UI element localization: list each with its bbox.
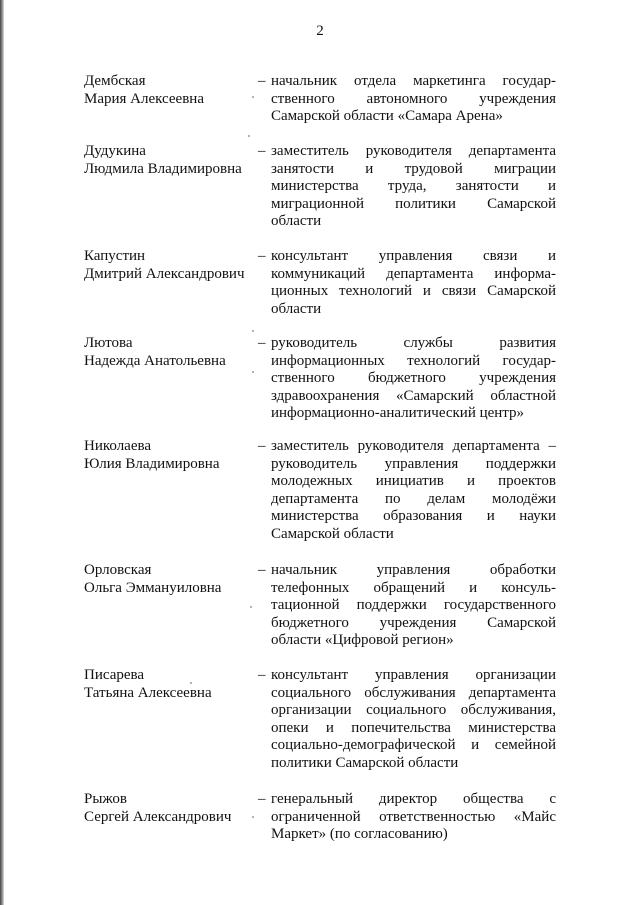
position-line: опеки и попечительства министерства (271, 719, 556, 736)
position-line: информационно-аналитический центр» (271, 405, 525, 421)
scan-edge-shadow (0, 0, 4, 905)
member-position (271, 143, 556, 231)
member-position (271, 73, 556, 126)
separator-dash: – (258, 791, 266, 807)
member-given-names: Мария Алексеевна (84, 90, 204, 107)
position-line: молодежных инициатив и проектов (271, 473, 556, 489)
member-position (271, 667, 556, 772)
scan-speck (252, 96, 254, 98)
member-entry (84, 335, 564, 435)
position-line: тационной поддержки государственного (271, 597, 556, 613)
member-position (271, 562, 556, 650)
scan-speck (252, 816, 254, 818)
position-line: ственного бюджетного учреждения (271, 370, 556, 386)
member-position (271, 438, 556, 543)
member-given-names: Ольга Эммануиловна (84, 579, 222, 596)
member-name (84, 438, 254, 473)
member-surname: Рыжов (84, 791, 127, 807)
position-line: заместитель руководителя департамента (271, 143, 556, 159)
position-line: области (271, 300, 322, 317)
position-line: ограниченной ответственностью «Майс (271, 808, 556, 825)
position-line: ционных технологий и связи Самарской (271, 283, 556, 299)
separator-dash: – (258, 667, 266, 683)
position-line: организации социального обслуживания, (271, 702, 556, 718)
member-given-names: Людмила Владимировна (84, 160, 242, 177)
position-line: коммуникаций департамента информа- (271, 265, 556, 282)
scan-speck (250, 606, 252, 608)
position-line: здравоохранения «Самарский областной (271, 387, 556, 404)
position-line: министерства образования и науки (271, 508, 556, 524)
position-line: миграционной политики Самарской (271, 195, 556, 212)
member-name (84, 248, 254, 283)
member-entry (84, 667, 564, 771)
member-position (271, 248, 556, 318)
member-given-names: Татьяна Алексеевна (84, 684, 212, 701)
position-line: начальник отдела маркетинга государ- (271, 73, 556, 89)
scan-speck (190, 682, 192, 684)
member-given-names: Юлия Владимировна (84, 455, 220, 472)
member-surname: Дембская (84, 73, 146, 89)
position-line: телефонных обращений и консуль- (271, 579, 556, 596)
position-line: консультант управления связи и (271, 248, 556, 264)
member-entry (84, 791, 564, 891)
member-given-names: Сергей Александрович (84, 808, 232, 825)
position-line: области (271, 213, 322, 229)
position-line: политики Самарской области (271, 754, 459, 771)
position-line: Самарской области (271, 525, 394, 542)
position-line: бюджетного учреждения Самарской (271, 614, 556, 631)
position-line: руководитель службы развития (271, 335, 556, 351)
position-line: заместитель руководителя департамента – (271, 438, 556, 454)
separator-dash: – (258, 248, 266, 264)
member-surname: Капустин (84, 248, 146, 264)
position-line: ственного автономного учреждения (271, 90, 556, 107)
scan-speck (248, 135, 250, 137)
position-line: занятости и трудовой миграции (271, 160, 556, 177)
member-name (84, 791, 254, 826)
member-name (84, 73, 254, 108)
member-name (84, 667, 254, 702)
position-line: консультант управления организации (271, 667, 556, 683)
member-entry (84, 562, 564, 662)
scan-speck (252, 330, 254, 332)
position-line: социально-демографической и семейной (271, 737, 556, 753)
position-line: Самарской области «Самара Арена» (271, 108, 503, 124)
member-given-names: Надежда Анатольевна (84, 352, 226, 369)
member-given-names: Дмитрий Александрович (84, 265, 245, 282)
position-line: информационных технологий государ- (271, 352, 556, 369)
member-entry (84, 248, 564, 348)
separator-dash: – (258, 73, 266, 89)
member-name (84, 143, 254, 178)
separator-dash: – (258, 438, 266, 454)
position-line: начальник управления обработки (271, 562, 556, 578)
position-line: Маркет» (по согласованию) (271, 826, 448, 842)
member-entry (84, 143, 564, 243)
position-line: департамента по делам молодёжи (271, 490, 556, 507)
member-surname: Николаева (84, 438, 152, 454)
member-entry (84, 438, 564, 542)
member-surname: Лютова (84, 335, 133, 351)
member-position (271, 335, 556, 423)
member-position (271, 791, 556, 844)
separator-dash: – (258, 562, 266, 578)
position-line: социального обслуживания департамента (271, 684, 556, 701)
member-surname: Дудукина (84, 143, 146, 159)
position-line: министерства труда, занятости и (271, 178, 556, 194)
member-name (84, 335, 254, 370)
page-number: 2 (316, 23, 324, 39)
separator-dash: – (258, 143, 266, 159)
member-surname: Писарева (84, 667, 145, 683)
position-line: руководитель управления поддержки (271, 455, 556, 472)
separator-dash: – (258, 335, 266, 351)
position-line: области «Цифровой регион» (271, 632, 454, 648)
member-surname: Орловская (84, 562, 152, 578)
scan-speck (252, 371, 254, 373)
position-line: генеральный директор общества с (271, 791, 556, 807)
member-name (84, 562, 254, 597)
